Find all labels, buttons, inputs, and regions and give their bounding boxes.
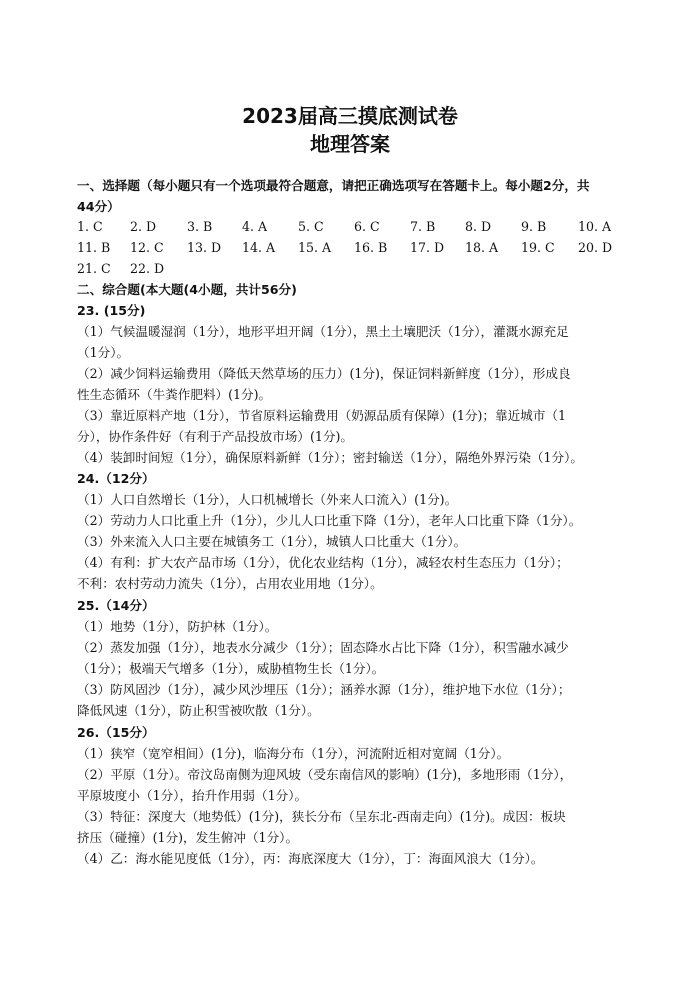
- page-title: 2023届高三摸底测试卷: [242, 104, 458, 128]
- mc-answer: 8. D: [465, 219, 492, 234]
- question-23-title: 23. (15分): [77, 303, 146, 318]
- mc-answer: 19. C: [521, 240, 555, 255]
- mc-answer: 1. C: [77, 219, 103, 234]
- page-subtitle: 地理答案: [310, 132, 390, 156]
- answer-line: （3）靠近原料产地（1分），节省原料运输费用（奶源品质有保障）(1分)；靠近城市（1: [77, 408, 566, 423]
- answer-line: 降低风速（1分），防止积雪被吹散（1分）。: [77, 703, 320, 718]
- answer-line: （3）外来流入人口主要在城镇务工（1分），城镇人口比重大（1分）。: [77, 534, 467, 549]
- question-26-title: 26.（15分）: [77, 725, 155, 740]
- mc-answer: 20. D: [578, 240, 613, 255]
- mc-answer: 6. C: [354, 219, 380, 234]
- mc-answer: 21. C: [77, 261, 111, 276]
- answer-line: （1）人口自然增长（1分），人口机械增长（外来人口流入）(1分)。: [77, 492, 458, 507]
- mc-answer: 22. D: [130, 261, 165, 276]
- question-24-title: 24.（12分）: [77, 471, 155, 486]
- answer-line: 挤压（碰撞）(1分)，发生俯冲（1分）。: [77, 830, 299, 845]
- question-25-title: 25.（14分）: [77, 598, 155, 613]
- mc-answer: 10. A: [578, 219, 612, 234]
- mc-answer: 11. B: [77, 240, 111, 255]
- mc-answer: 3. B: [187, 219, 213, 234]
- section1-heading-line2: 44分）: [77, 199, 120, 214]
- answer-line: （3）特征：深度大（地势低）(1分)，狭长分布（呈东北-西南走向）(1分)。成因：板块: [77, 809, 566, 824]
- section2-heading: 二、综合题(本大题(4小题，共计56分): [77, 282, 297, 297]
- answer-line: （2）平原（1分）。帝汶岛南侧为迎风坡（受东南信风的影响）(1分)，多地形雨（1分），: [77, 767, 573, 782]
- answer-line: （2）劳动力人口比重上升（1分），少儿人口比重下降（1分），老年人口比重下降（1分）。: [77, 513, 582, 528]
- mc-answer: 12. C: [130, 240, 164, 255]
- answer-line: （4）乙：海水能见度低（1分），丙：海底深度大（1分），丁：海面风浪大（1分）。: [77, 851, 544, 866]
- mc-answer: 15. A: [298, 240, 332, 255]
- mc-answer: 4. A: [242, 219, 268, 234]
- mc-answer: 18. A: [465, 240, 499, 255]
- answer-line: （1）狭窄（宽窄相间）(1分)，临海分布（1分），河流附近相对宽阔（1分）。: [77, 746, 510, 761]
- mc-answer: 9. B: [521, 219, 547, 234]
- answer-line: （2）蒸发加强（1分），地表水分减少（1分）；固态降水占比下降（1分），积雪融水减少: [77, 640, 569, 655]
- answer-line: 性生态循环（牛粪作肥料）(1分)。: [77, 387, 272, 402]
- answer-line: （1）地势（1分），防护林（1分）。: [77, 619, 278, 634]
- answer-line: 不利：农村劳动力流失（1分），占用农业用地（1分）。: [77, 576, 383, 591]
- mc-answer: 16. B: [354, 240, 388, 255]
- mc-answer: 13. D: [187, 240, 222, 255]
- mc-answer: 7. B: [410, 219, 436, 234]
- answer-line: （1分）。: [77, 345, 130, 360]
- answer-line: （3）防风固沙（1分），减少风沙埋压（1分）；涵养水源（1分），维护地下水位（1分）；: [77, 682, 571, 697]
- mc-answer: 14. A: [242, 240, 276, 255]
- answer-line: （1）气候温暖湿润（1分），地形平坦开阔（1分），黑土土壤肥沃（1分），灌溉水源充足: [77, 324, 569, 339]
- answer-line: （4）装卸时间短（1分），确保原料新鲜（1分）；密封输送（1分），隔绝外界污染（1分）。: [77, 450, 584, 465]
- answer-line: 平原坡度小（1分），抬升作用弱（1分）。: [77, 788, 308, 803]
- mc-answer: 5. C: [298, 219, 324, 234]
- answer-line: （4）有利：扩大农产品市场（1分），优化农业结构（1分），减轻农村生态压力（1分）；: [77, 555, 569, 570]
- section1-heading-line1: 一、选择题（每小题只有一个选项最符合题意，请把正确选项写在答题卡上。每小题2分，共: [77, 178, 590, 193]
- answer-line: （1分）；极端天气增多（1分），威胁植物生长（1分）。: [77, 661, 385, 676]
- answer-line: （2）减少饲料运输费用（降低天然草场的压力）(1分)，保证饲料新鲜度（1分），形成良: [77, 366, 571, 381]
- mc-answer: 2. D: [130, 219, 157, 234]
- mc-answer: 17. D: [410, 240, 445, 255]
- answer-line: 分），协作条件好（有利于产品投放市场）(1分)。: [77, 429, 354, 444]
